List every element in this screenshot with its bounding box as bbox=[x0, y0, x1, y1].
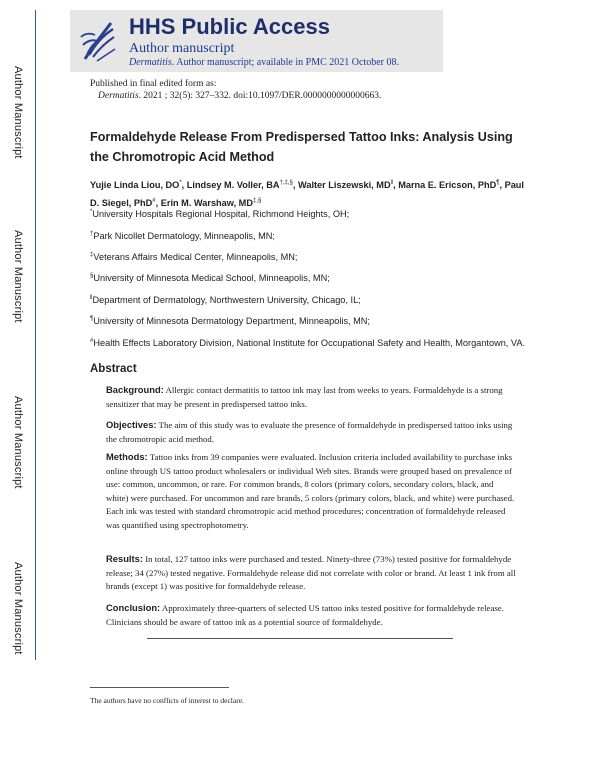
author-name: Lindsey M. Voller, BA bbox=[186, 180, 280, 191]
abstract-conclusion bbox=[106, 601, 516, 629]
sidebar-author-manuscript-2: Author Manuscript bbox=[12, 230, 24, 323]
affiliation-item bbox=[90, 334, 530, 351]
article-title: Formaldehyde Release From Predispersed Tattoo Inks: Analysis Using the Chromotropic Acid Method bbox=[90, 130, 513, 164]
abstract-background bbox=[106, 383, 516, 411]
header-journal-name: Dermatitis bbox=[129, 57, 172, 68]
author-name: Marna E. Ericson, PhD bbox=[398, 180, 497, 191]
affiliation-text: Veterans Affairs Medical Center, Minneapolis, MN; bbox=[93, 252, 298, 263]
abstract-heading: Abstract bbox=[90, 363, 137, 375]
sidebar-author-manuscript-1: Author Manuscript bbox=[12, 66, 24, 159]
abstract-objectives bbox=[106, 418, 516, 446]
author-separator: , bbox=[393, 180, 399, 191]
affiliation-mark: ‡ bbox=[90, 252, 94, 258]
affiliation-item bbox=[90, 227, 530, 244]
author-affiliation-mark: ‖ bbox=[390, 180, 394, 186]
background-label: Background: bbox=[106, 384, 164, 395]
author-name: Walter Liszewski, MD bbox=[298, 180, 391, 191]
hhs-eagle-logo-icon bbox=[77, 15, 117, 65]
author-separator: , bbox=[292, 180, 298, 191]
hhs-public-access-title: HHS Public Access bbox=[129, 14, 330, 39]
affiliation-mark: ‖ bbox=[90, 295, 93, 301]
citation-journal: Dermatitis bbox=[98, 91, 139, 101]
author-separator: , bbox=[181, 180, 187, 191]
affiliation-text: Health Effects Laboratory Division, National Institute for Occupational Safety and Health, Morgantown, VA. bbox=[93, 338, 526, 349]
methods-text: Tattoo inks from 39 companies were evaluated. Inclusion criteria included availability to purchase inks online through US tattoo product wholesalers or individual Web sites. Brands were grouped based on prevalence of use: common, uncommon, or rare. For common brands, 8 colors (primary colors, secondary colors, black, and white) were purchased. For uncommon and rare brands, 5 colors (primary colors, black, and white) were purchased. Each ink was tested with standard chromotropic acid method procedures; concentration of formaldehyde released was quantified using spectrophotometry. bbox=[106, 452, 515, 530]
author-separator: , bbox=[499, 180, 505, 191]
conclusion-text: Approximately three-quarters of selected US tattoo inks tested positive for formaldehyde release. Clinicians should be aware of tattoo ink as a potential source of formaldehyde. bbox=[106, 603, 504, 627]
header-availability: . Author manuscript; available in PMC 2021 October 08. bbox=[171, 57, 399, 68]
author-separator: , bbox=[155, 198, 161, 209]
author-name: Erin M. Warshaw, MD bbox=[160, 198, 253, 209]
objectives-text: The aim of this study was to evaluate the presence of formaldehyde in predispersed tattoo inks using the chromotropic acid method. bbox=[106, 420, 513, 444]
abstract-methods bbox=[106, 450, 516, 533]
citation-details: . 2021 ; 32(5): 327–332. doi:10.1097/DER.0000000000000663. bbox=[138, 91, 382, 101]
affiliation-mark: # bbox=[90, 338, 94, 344]
background-text: Allergic contact dermatitis to tattoo ink may last from weeks to years. Formaldehyde is a strong sensitizer that may be present in predispersed tattoo inks. bbox=[106, 385, 503, 409]
author-name: Paul D. Siegel, PhD bbox=[90, 180, 524, 209]
availability-line bbox=[129, 57, 399, 68]
affiliation-mark: § bbox=[90, 273, 94, 279]
published-line: Published in final edited form as: bbox=[90, 79, 217, 89]
author-affiliation-mark: # bbox=[152, 198, 156, 205]
affiliation-text: Park Nicollet Dermatology, Minneapolis, MN; bbox=[93, 231, 275, 242]
sidebar-divider bbox=[35, 10, 36, 660]
methods-label: Methods: bbox=[106, 451, 148, 462]
abstract-results bbox=[106, 552, 516, 594]
author-affiliation-mark: †,‡,§ bbox=[279, 180, 293, 186]
author-affiliation-mark: ¶ bbox=[496, 180, 500, 186]
results-text: In total, 127 tattoo inks were purchased and tested. Ninety-three (73%) tested positive for formaldehyde release; 34 (27%) tested negative. Formaldehyde release did not correlate with color or brand. At least 1 ink from all brands (except 1) was positive for formaldehyde release. bbox=[106, 554, 516, 592]
publication-info bbox=[90, 78, 381, 102]
sidebar-author-manuscript-4: Author Manuscript bbox=[12, 562, 24, 655]
footnote-rule bbox=[90, 687, 229, 688]
affiliation-text: Department of Dermatology, Northwestern University, Chicago, IL; bbox=[92, 295, 361, 306]
conflict-footnote: The authors have no conflicts of interest to declare. bbox=[90, 696, 244, 705]
author-affiliation-mark: ‡,§ bbox=[252, 198, 262, 205]
author-manuscript-label: Author manuscript bbox=[129, 41, 235, 56]
affiliation-mark: ¶ bbox=[90, 316, 94, 322]
results-label: Results: bbox=[106, 553, 143, 564]
affiliation-text: University of Minnesota Medical School, Minneapolis, MN; bbox=[93, 273, 330, 284]
affiliation-mark: * bbox=[90, 209, 93, 215]
affiliation-text: University of Minnesota Dermatology Department, Minneapolis, MN; bbox=[93, 316, 370, 327]
affiliation-item bbox=[90, 269, 530, 286]
affiliation-mark: † bbox=[90, 231, 94, 237]
sidebar-author-manuscript-3: Author Manuscript bbox=[12, 396, 24, 489]
affiliation-item bbox=[90, 205, 530, 222]
author-name: Yujie Linda Liou, DO bbox=[90, 180, 180, 191]
affiliation-item bbox=[90, 312, 530, 329]
conclusion-label: Conclusion: bbox=[106, 602, 161, 613]
affiliation-item bbox=[90, 248, 530, 265]
abstract-end-rule bbox=[147, 638, 453, 639]
author-affiliation-mark: * bbox=[179, 180, 182, 186]
objectives-label: Objectives: bbox=[106, 419, 157, 430]
citation-line bbox=[90, 90, 381, 102]
affiliation-item bbox=[90, 291, 530, 308]
affiliation-text: University Hospitals Regional Hospital, Richmond Heights, OH; bbox=[92, 209, 350, 220]
